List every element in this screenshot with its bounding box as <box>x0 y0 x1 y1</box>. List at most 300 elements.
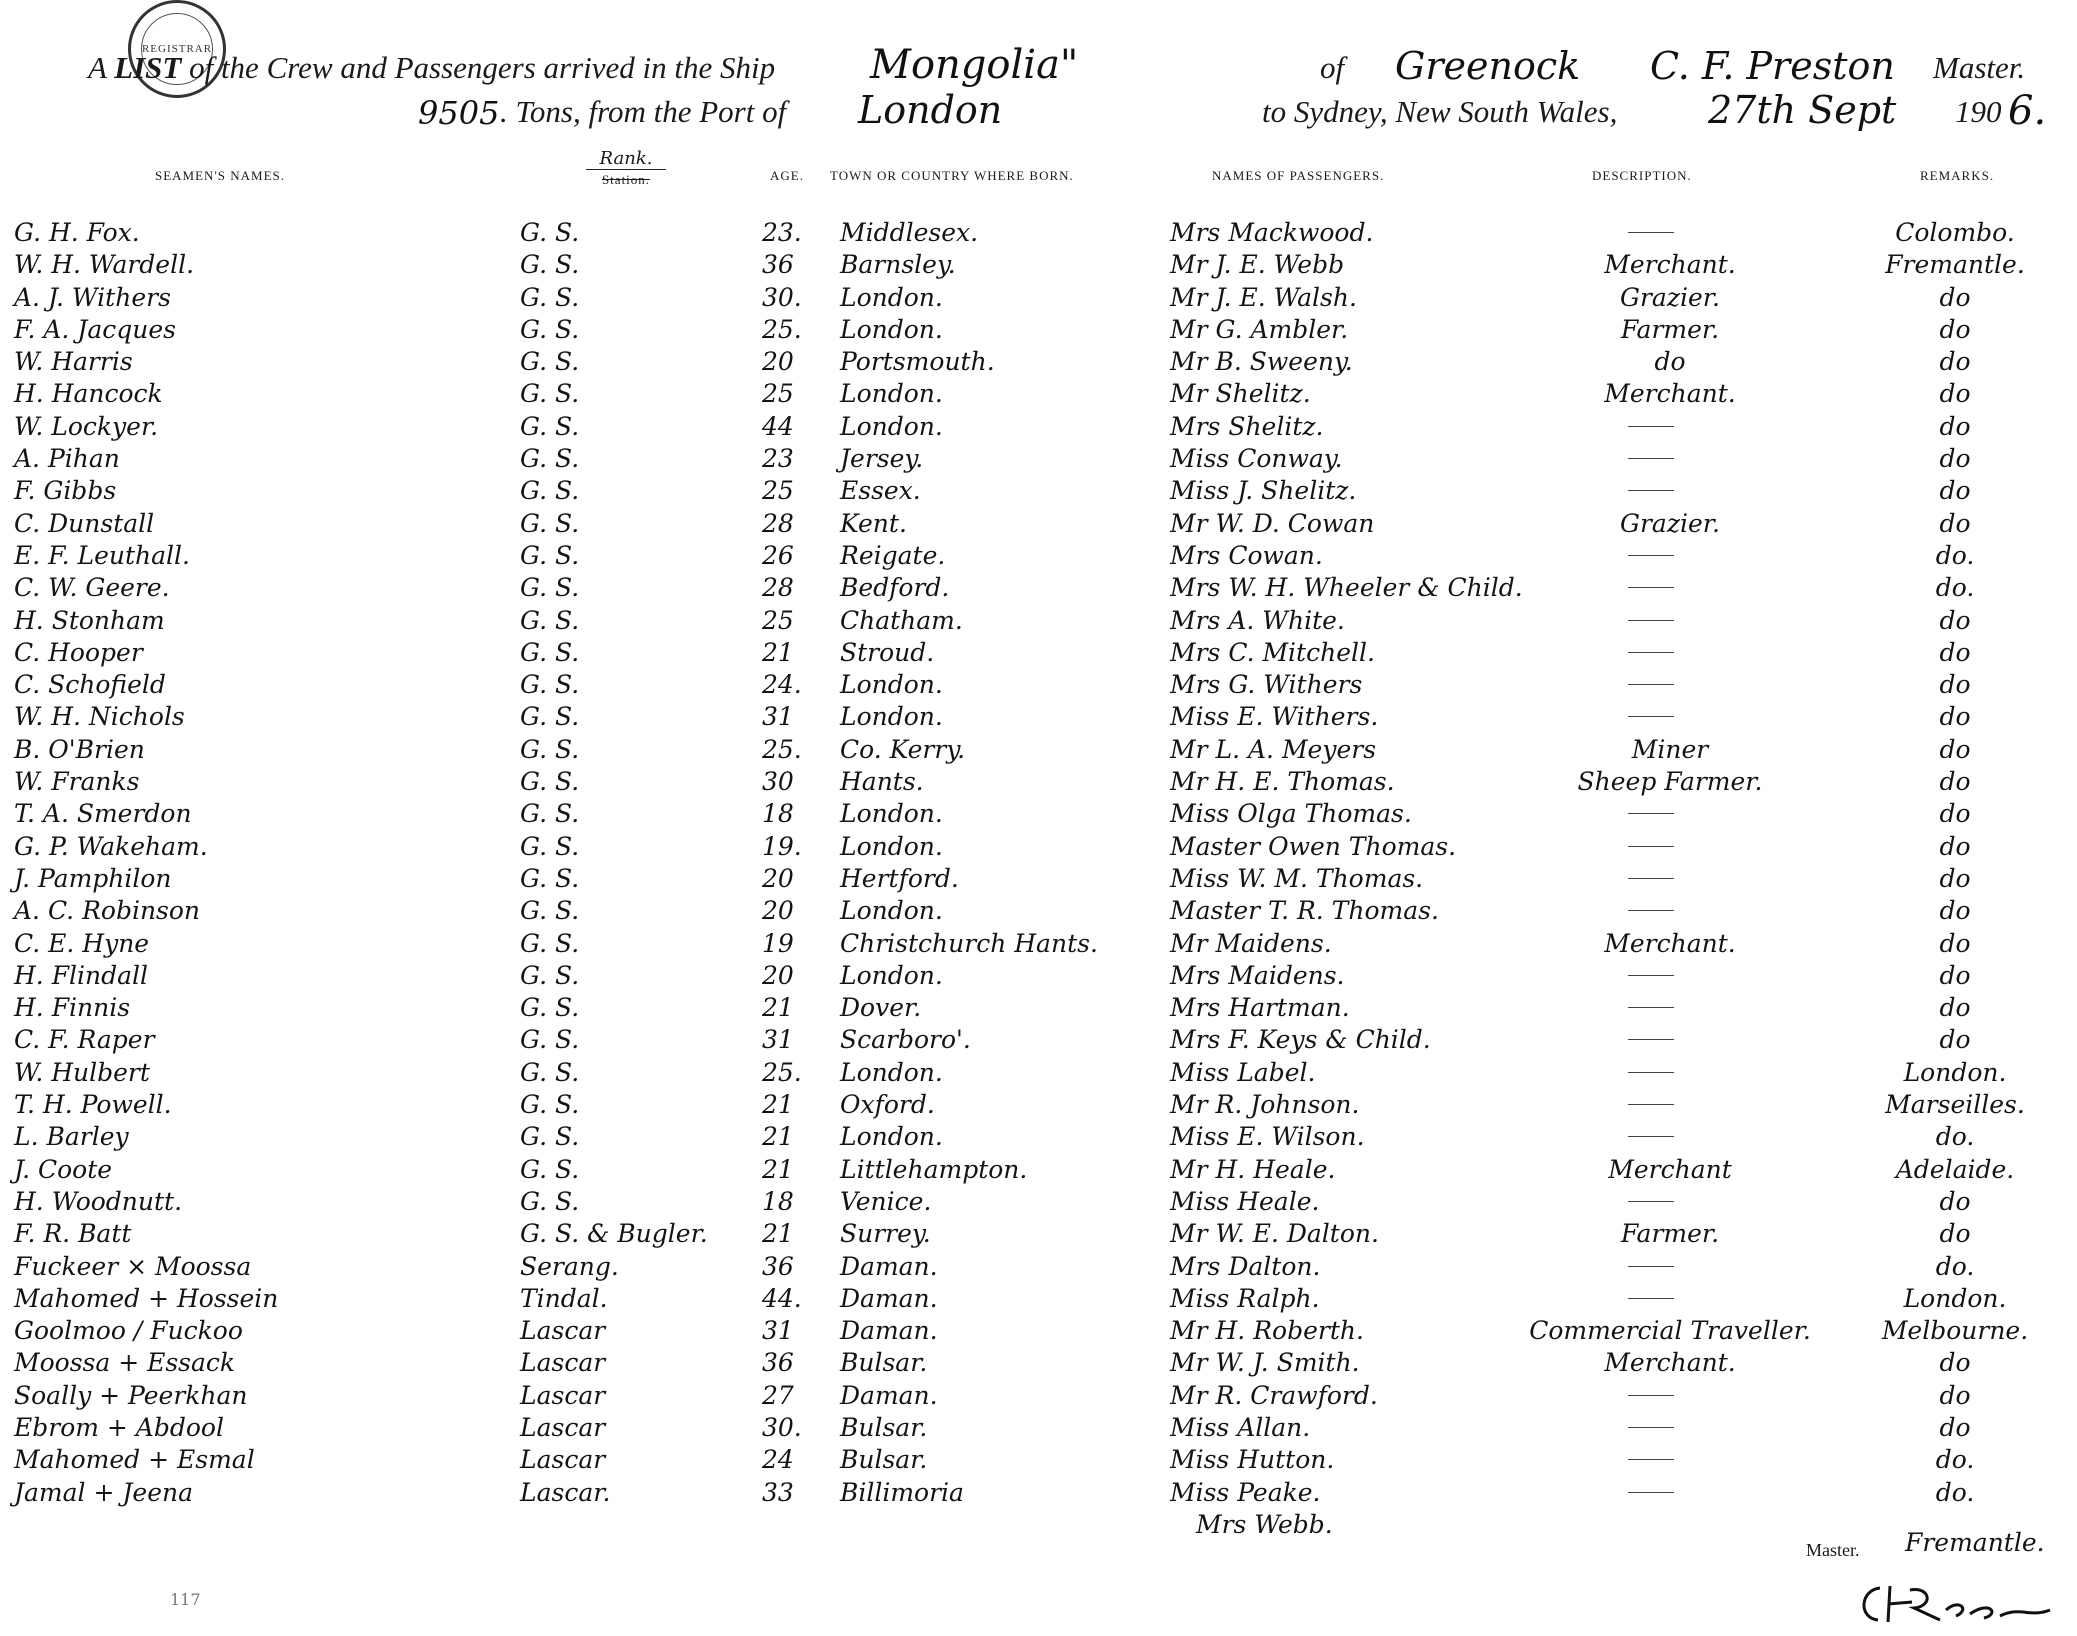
seaman-age: 30. <box>762 1412 802 1442</box>
passenger-name: Mr H. Heale. <box>1170 1154 1336 1184</box>
seaman-rank: Lascar <box>520 1316 606 1346</box>
seaman-rank: Lascar. <box>520 1477 611 1507</box>
seaman-name: L. Barley <box>14 1122 129 1152</box>
seaman-rank: G. S. <box>520 702 580 732</box>
passenger-name: Miss Ralph. <box>1170 1283 1320 1313</box>
seaman-age: 24 <box>762 1445 794 1475</box>
extra-passenger: Mrs Webb. <box>1196 1510 1333 1539</box>
table-row <box>0 832 2077 864</box>
description-dash <box>1628 1266 1674 1267</box>
passenger-description: Merchant. <box>1604 1348 1736 1378</box>
master-signature <box>1850 1580 2060 1625</box>
passenger-remark: do <box>1939 1380 1971 1410</box>
seaman-name: H. Hancock <box>14 379 163 409</box>
passenger-description: Farmer. <box>1620 314 1720 344</box>
description-dash <box>1628 1007 1674 1008</box>
seaman-rank: G. S. <box>520 831 580 861</box>
passenger-name: Mr W. D. Cowan <box>1170 508 1375 538</box>
passenger-remark: do <box>1939 379 1971 409</box>
seaman-name: T. H. Powell. <box>14 1090 172 1120</box>
passenger-remark: Melbourne. <box>1881 1316 2029 1346</box>
passenger-remark: Adelaide. <box>1895 1154 2015 1184</box>
seaman-name: F. R. Batt <box>14 1219 132 1249</box>
seaman-name: C. E. Hyne <box>14 928 150 958</box>
seaman-birthplace: London. <box>840 960 943 990</box>
seaman-age: 33 <box>762 1477 794 1507</box>
seaman-age: 20 <box>762 347 794 377</box>
seaman-age: 21 <box>762 1090 794 1120</box>
seaman-rank: G. S. <box>520 896 580 926</box>
table-row <box>0 412 2077 444</box>
table-row <box>0 638 2077 670</box>
seaman-birthplace: Bulsar. <box>840 1348 928 1378</box>
description-dash <box>1628 1298 1674 1299</box>
seaman-birthplace: London. <box>840 831 943 861</box>
passenger-remark: do <box>1939 1025 1971 1055</box>
description-dash <box>1628 1459 1674 1460</box>
passenger-name: Mr G. Ambler. <box>1170 314 1349 344</box>
seaman-name: A. Pihan <box>14 444 120 474</box>
table-row <box>0 670 2077 702</box>
description-dash <box>1628 555 1674 556</box>
passenger-name: Mr R. Johnson. <box>1170 1090 1360 1120</box>
seaman-rank: G. S. <box>520 379 580 409</box>
of-label: of <box>1320 50 1345 85</box>
rank-struck: Station. <box>601 172 651 187</box>
passenger-remark: do. <box>1935 1251 1975 1281</box>
seaman-rank: G. S. <box>520 1122 580 1152</box>
seaman-birthplace: Reigate. <box>840 540 946 570</box>
passenger-name: Mr H. E. Thomas. <box>1170 767 1395 797</box>
table-row <box>0 541 2077 573</box>
seaman-name: G. P. Wakeham. <box>14 831 208 861</box>
passenger-name: Mrs Mackwood. <box>1170 218 1374 247</box>
passenger-description: Merchant <box>1608 1154 1732 1184</box>
passenger-name: Mrs Maidens. <box>1170 960 1345 990</box>
passenger-remark: do <box>1939 605 1971 635</box>
from-port: London <box>858 88 1003 132</box>
seaman-age: 23 <box>762 444 794 474</box>
crew-passenger-table <box>0 218 2077 1510</box>
table-row <box>0 1090 2077 1122</box>
passenger-name: Miss Conway. <box>1170 444 1343 474</box>
seaman-rank: G. S. <box>520 411 580 441</box>
seaman-rank: G. S. <box>520 993 580 1023</box>
seaman-name: W. H. Nichols <box>14 702 185 732</box>
table-row <box>0 993 2077 1025</box>
passenger-description: do <box>1654 347 1686 377</box>
seaman-birthplace: Bulsar. <box>840 1412 928 1442</box>
seaman-birthplace: London. <box>840 670 943 700</box>
header-a: A <box>88 50 115 85</box>
description-dash <box>1628 1072 1674 1073</box>
seaman-age: 26 <box>762 540 794 570</box>
table-row <box>0 1284 2077 1316</box>
seaman-rank: G. S. <box>520 282 580 312</box>
master-name: C. F. Preston <box>1650 44 1895 88</box>
description-dash <box>1628 846 1674 847</box>
table-row <box>0 1478 2077 1510</box>
passenger-name: Mr L. A. Meyers <box>1170 734 1377 764</box>
seaman-name: Soally + Peerkhan <box>14 1380 248 1410</box>
seaman-age: 20 <box>762 896 794 926</box>
seaman-rank: G. S. <box>520 444 580 474</box>
passenger-name: Mr W. E. Dalton. <box>1170 1219 1379 1249</box>
passenger-remark: do <box>1939 767 1971 797</box>
passenger-name: Miss Label. <box>1170 1057 1316 1087</box>
passenger-name: Mrs Cowan. <box>1170 540 1323 570</box>
description-dash <box>1628 1427 1674 1428</box>
seaman-birthplace: London. <box>840 1122 943 1152</box>
table-row <box>0 799 2077 831</box>
seaman-rank: G. S. <box>520 863 580 893</box>
seaman-age: 25. <box>762 734 802 764</box>
passenger-name: Mrs G. Withers <box>1170 670 1363 700</box>
seaman-name: B. O'Brien <box>14 734 145 764</box>
table-row <box>0 379 2077 411</box>
passenger-remark: do <box>1939 1219 1971 1249</box>
footer-master-label: Master. <box>1806 1540 1860 1560</box>
seaman-age: 36 <box>762 250 794 280</box>
seaman-rank: G. S. <box>520 218 580 247</box>
passenger-name: Miss E. Withers. <box>1170 702 1379 732</box>
passenger-remark: do. <box>1935 1445 1975 1475</box>
seaman-age: 31 <box>762 1025 794 1055</box>
seaman-name: Fuckeer × Moossa <box>14 1251 252 1281</box>
table-row <box>0 606 2077 638</box>
passenger-name: Miss Allan. <box>1170 1412 1311 1442</box>
seaman-name: H. Woodnutt. <box>14 1186 183 1216</box>
passenger-name: Mrs Hartman. <box>1170 993 1350 1023</box>
passenger-description: Sheep Farmer. <box>1577 767 1763 797</box>
description-dash <box>1628 878 1674 879</box>
passenger-remark: do <box>1939 1412 1971 1442</box>
passenger-remark: do <box>1939 993 1971 1023</box>
header-list-word: LIST <box>114 50 182 85</box>
passenger-name: Master Owen Thomas. <box>1170 831 1457 861</box>
seaman-name: Moossa + Essack <box>14 1348 236 1378</box>
passenger-remark: do <box>1939 1348 1971 1378</box>
seaman-birthplace: Oxford. <box>840 1090 935 1120</box>
table-row <box>0 476 2077 508</box>
ship-name: Mongolia" <box>870 42 1079 88</box>
seaman-birthplace: London. <box>840 1057 943 1087</box>
passenger-remark: London. <box>1903 1057 2007 1087</box>
description-dash <box>1628 975 1674 976</box>
description-dash <box>1628 1039 1674 1040</box>
seaman-age: 30. <box>762 282 802 312</box>
seaman-rank: G. S. <box>520 250 580 280</box>
seaman-age: 19. <box>762 831 802 861</box>
table-row <box>0 896 2077 928</box>
passenger-remark: do <box>1939 896 1971 926</box>
seaman-rank: Lascar <box>520 1445 606 1475</box>
seaman-birthplace: Jersey. <box>840 444 924 474</box>
seaman-birthplace: Daman. <box>840 1316 938 1346</box>
seaman-name: H. Flindall <box>14 960 149 990</box>
seaman-name: W. Lockyer. <box>14 411 159 441</box>
seaman-age: 28 <box>762 573 794 603</box>
passenger-name: Miss W. M. Thomas. <box>1170 863 1424 893</box>
seaman-name: C. Schofield <box>14 670 166 700</box>
passenger-description: Commercial Traveller. <box>1529 1316 1811 1346</box>
seaman-rank: Tindal. <box>520 1283 608 1313</box>
seaman-birthplace: Essex. <box>840 476 921 506</box>
seaman-birthplace: Bulsar. <box>840 1445 928 1475</box>
passenger-description: Miner <box>1631 734 1709 764</box>
seaman-age: 31 <box>762 1316 794 1346</box>
seaman-birthplace: Hertford. <box>840 863 959 893</box>
passenger-name: Mrs C. Mitchell. <box>1170 637 1375 667</box>
seaman-name: W. Harris <box>14 347 133 377</box>
seaman-age: 21 <box>762 637 794 667</box>
seaman-name: T. A. Smerdon <box>14 799 192 829</box>
passenger-remark: do. <box>1935 573 1975 603</box>
seaman-age: 20 <box>762 863 794 893</box>
passenger-remark: do <box>1939 960 1971 990</box>
col-header-remarks: REMARKS. <box>1920 168 1995 183</box>
table-row <box>0 1155 2077 1187</box>
seaman-birthplace: Surrey. <box>840 1219 931 1249</box>
year-prefix: 190 <box>1955 94 2002 129</box>
seaman-name: W. Hulbert <box>14 1057 150 1087</box>
seaman-birthplace: Hants. <box>840 767 924 797</box>
seaman-age: 21 <box>762 1122 794 1152</box>
passenger-name: Mrs A. White. <box>1170 605 1345 635</box>
passenger-name: Miss Heale. <box>1170 1186 1320 1216</box>
table-row <box>0 1122 2077 1154</box>
passenger-name: Mr B. Sweeny. <box>1170 347 1353 377</box>
table-row <box>0 735 2077 767</box>
seaman-name: C. Dunstall <box>14 508 155 538</box>
table-row <box>0 1445 2077 1477</box>
table-row <box>0 1381 2077 1413</box>
seaman-rank: Lascar <box>520 1380 606 1410</box>
passenger-name: Miss Peake. <box>1170 1477 1321 1507</box>
description-dash <box>1628 587 1674 588</box>
seaman-rank: Lascar <box>520 1412 606 1442</box>
seaman-birthplace: Chatham. <box>840 605 963 635</box>
passenger-remark: do <box>1939 928 1971 958</box>
passenger-name: Miss E. Wilson. <box>1170 1122 1365 1152</box>
passenger-remark: do <box>1939 347 1971 377</box>
seaman-name: F. A. Jacques <box>14 314 176 344</box>
passenger-description: Grazier. <box>1620 282 1720 312</box>
seaman-age: 18 <box>762 799 794 829</box>
passenger-remark: Fremantle. <box>1885 250 2025 280</box>
seaman-age: 36 <box>762 1348 794 1378</box>
tons-value: 9505 <box>418 94 500 132</box>
seaman-birthplace: London. <box>840 702 943 732</box>
passenger-remark: do <box>1939 734 1971 764</box>
seaman-age: 25 <box>762 605 794 635</box>
description-dash <box>1628 1104 1674 1105</box>
table-row <box>0 1316 2077 1348</box>
seaman-name: H. Stonham <box>14 605 165 635</box>
seaman-birthplace: London. <box>840 799 943 829</box>
table-row <box>0 1025 2077 1057</box>
passenger-description: Merchant. <box>1604 928 1736 958</box>
seaman-rank: G. S. <box>520 734 580 764</box>
tons-label: . Tons, from the Port of <box>500 94 787 129</box>
seaman-birthplace: Dover. <box>840 993 922 1023</box>
table-row <box>0 961 2077 993</box>
master-label: Master. <box>1933 50 2026 85</box>
passenger-name: Mrs Dalton. <box>1170 1251 1321 1281</box>
header-crew-passengers: of the Crew and Passengers arrived in the Ship <box>181 50 776 85</box>
seaman-rank: G. S. <box>520 508 580 538</box>
seaman-rank: Serang. <box>520 1251 619 1281</box>
seaman-age: 21 <box>762 993 794 1023</box>
table-row <box>0 573 2077 605</box>
seaman-age: 21 <box>762 1219 794 1249</box>
seaman-birthplace: Portsmouth. <box>840 347 995 377</box>
seaman-name: C. F. Raper <box>14 1025 155 1055</box>
seaman-birthplace: Venice. <box>840 1186 932 1216</box>
table-row <box>0 1348 2077 1380</box>
passenger-remark: do <box>1939 1186 1971 1216</box>
passenger-remark: do <box>1939 476 1971 506</box>
seaman-age: 19 <box>762 928 794 958</box>
footer-master-remark: Fremantle. <box>1905 1528 2045 1557</box>
table-row <box>0 218 2077 250</box>
passenger-name: Mrs Shelitz. <box>1170 411 1324 441</box>
table-row <box>0 1413 2077 1445</box>
passenger-remark: do <box>1939 411 1971 441</box>
table-row <box>0 864 2077 896</box>
rank-handwritten: Rank. <box>586 148 666 170</box>
col-header-seamen: SEAMEN'S NAMES. <box>155 168 286 183</box>
passenger-remark: do. <box>1935 540 1975 570</box>
description-dash <box>1628 1201 1674 1202</box>
seaman-birthplace: Stroud. <box>840 637 935 667</box>
seaman-age: 30 <box>762 767 794 797</box>
col-header-rank <box>586 148 666 188</box>
passenger-remark: do <box>1939 670 1971 700</box>
passenger-remark: do <box>1939 314 1971 344</box>
seaman-name: Mahomed + Hossein <box>14 1283 279 1313</box>
seaman-rank: G. S. <box>520 1090 580 1120</box>
home-port: Greenock <box>1395 44 1581 88</box>
seaman-age: 44 <box>762 411 794 441</box>
passenger-name: Mr Maidens. <box>1170 928 1332 958</box>
table-row <box>0 767 2077 799</box>
passenger-description: Grazier. <box>1620 508 1720 538</box>
seaman-age: 21 <box>762 1154 794 1184</box>
col-header-description: DESCRIPTION. <box>1592 168 1692 183</box>
seaman-age: 25. <box>762 1057 802 1087</box>
year-suffix: 6. <box>2008 88 2047 134</box>
seaman-name: C. Hooper <box>14 637 143 667</box>
seaman-rank: G. S. <box>520 767 580 797</box>
seaman-name: H. Finnis <box>14 993 131 1023</box>
table-row <box>0 509 2077 541</box>
seaman-rank: G. S. <box>520 605 580 635</box>
seaman-age: 27 <box>762 1380 794 1410</box>
passenger-name: Mrs W. H. Wheeler & Child. <box>1170 573 1523 603</box>
passenger-remark: do <box>1939 702 1971 732</box>
seaman-name: A. J. Withers <box>14 282 171 312</box>
passenger-remark: do <box>1939 444 1971 474</box>
passenger-remark: do. <box>1935 1477 1975 1507</box>
table-row <box>0 1058 2077 1090</box>
seaman-rank: G. S. <box>520 637 580 667</box>
seaman-birthplace: Scarboro'. <box>840 1025 971 1055</box>
passenger-name: Mr J. E. Walsh. <box>1170 282 1357 312</box>
col-header-passengers: NAMES OF PASSENGERS. <box>1212 168 1385 183</box>
passenger-remark: do <box>1939 282 1971 312</box>
seaman-birthplace: Littlehampton. <box>840 1154 1028 1184</box>
description-dash <box>1628 684 1674 685</box>
seaman-age: 18 <box>762 1186 794 1216</box>
seaman-name: Ebrom + Abdool <box>14 1412 224 1442</box>
description-dash <box>1628 458 1674 459</box>
seaman-rank: G. S. <box>520 1154 580 1184</box>
description-dash <box>1628 1136 1674 1137</box>
seaman-age: 25 <box>762 476 794 506</box>
table-row <box>0 283 2077 315</box>
col-header-age: AGE. <box>770 168 804 183</box>
description-dash <box>1628 910 1674 911</box>
seaman-name: C. W. Geere. <box>14 573 170 603</box>
seaman-rank: G. S. <box>520 1186 580 1216</box>
description-dash <box>1628 232 1674 233</box>
seaman-age: 25. <box>762 314 802 344</box>
seaman-age: 20 <box>762 960 794 990</box>
seaman-name: F. Gibbs <box>14 476 117 506</box>
table-row <box>0 315 2077 347</box>
seaman-birthplace: London. <box>840 896 943 926</box>
passenger-name: Mr W. J. Smith. <box>1170 1348 1360 1378</box>
seaman-birthplace: London. <box>840 314 943 344</box>
seaman-birthplace: Christchurch Hants. <box>840 928 1098 958</box>
arrival-date: 27th Sept <box>1708 88 1897 132</box>
seaman-birthplace: Co. Kerry. <box>840 734 966 764</box>
passenger-remark: do <box>1939 831 1971 861</box>
seaman-birthplace: Daman. <box>840 1251 938 1281</box>
stamp-text: REGISTRAR <box>141 43 213 55</box>
seaman-name: E. F. Leuthall. <box>14 540 190 570</box>
seaman-rank: Lascar <box>520 1348 606 1378</box>
seaman-name: W. H. Wardell. <box>14 250 195 280</box>
seaman-name: Mahomed + Esmal <box>14 1445 255 1475</box>
description-dash <box>1628 1492 1674 1493</box>
seaman-rank: G. S. <box>520 314 580 344</box>
passenger-remark: do <box>1939 508 1971 538</box>
seaman-rank: G. S. <box>520 1025 580 1055</box>
seaman-rank: G. S. <box>520 670 580 700</box>
header-line1-prefix <box>88 50 775 86</box>
seaman-age: 36 <box>762 1251 794 1281</box>
signature-text: C. F. Preston <box>1850 1580 1856 1581</box>
seaman-birthplace: Barnsley. <box>840 250 956 280</box>
passenger-name: Mr Shelitz. <box>1170 379 1311 409</box>
seaman-birthplace: London. <box>840 411 943 441</box>
seaman-birthplace: Billimoria <box>840 1477 964 1507</box>
seaman-name: Goolmoo / Fuckoo <box>14 1316 243 1346</box>
description-dash <box>1628 716 1674 717</box>
description-dash <box>1628 813 1674 814</box>
table-row <box>0 1219 2077 1251</box>
passenger-name: Mr J. E. Webb <box>1170 250 1345 280</box>
table-row <box>0 1187 2077 1219</box>
passenger-name: Mrs F. Keys & Child. <box>1170 1025 1431 1055</box>
seaman-name: A. C. Robinson <box>14 896 201 926</box>
passenger-remark: London. <box>1903 1283 2007 1313</box>
seaman-age: 44. <box>762 1283 802 1313</box>
seaman-name: J. Coote <box>14 1154 113 1184</box>
passenger-remark: do <box>1939 637 1971 667</box>
